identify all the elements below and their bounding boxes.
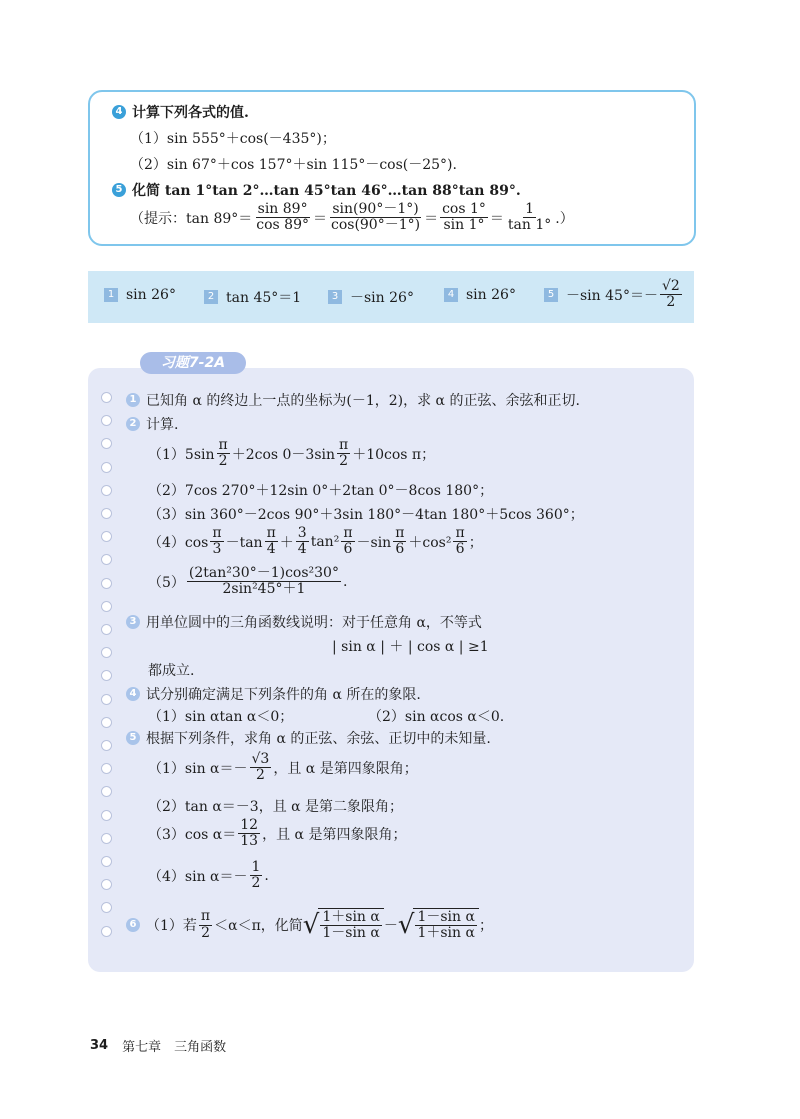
binder-hole — [101, 601, 112, 612]
answer-strip — [88, 271, 694, 323]
answer-1: 1 sin 26° — [104, 287, 176, 303]
binder-hole — [101, 810, 112, 821]
exercise-q2: 2 计算. — [126, 414, 178, 434]
exercise-q2-part5: （5） $\frac{\text{(2tan²30°－1)cos²30°}}{\text{2sin²45°＋1}}$ . — [148, 565, 348, 598]
hint-fraction-3: $\frac{\cos 1^\circ}{\sin 1^\circ}$ — [442, 201, 486, 234]
exercise-tab-label: 习题7-2A — [140, 352, 246, 374]
binder-hole — [101, 508, 112, 519]
hint-fraction-2: $\frac{\sin(90^\circ-1^\circ)}{\cos(90^\circ-1^\circ)}$ — [330, 201, 421, 234]
exercise-q4-part1: （1）sin αtan α＜0； — [148, 709, 294, 725]
binder-hole — [101, 833, 112, 844]
binder-hole — [101, 485, 112, 496]
binder-hole — [101, 926, 112, 937]
exercise-q1: 1 已知角 α 的终边上一点的坐标为(－1，2)，求 α 的正弦、余弦和正切. — [126, 390, 580, 410]
exercise-q3-end: 都成立. — [148, 663, 195, 679]
exercise-q2-part4: （4）cos $\frac{\pi}{3}$ －tan $\frac{\pi}{4}$ ＋ $\frac{3}{4}$ tan² $\frac{\pi}{6}$ －sin $\frac{\pi}{6}$ ＋cos² $\frac{\pi}{6}$ ； — [148, 525, 483, 558]
practice-q4-part1: （1）sin 555°＋cos(－435°)； — [130, 131, 336, 147]
radical-2: √ $\frac{\text{1－sin α}}{\text{1＋sin α}}$ — [398, 908, 479, 942]
hint-fraction-4: $\frac{1}{\tan 1^\circ}$ — [507, 201, 552, 234]
exercise-q2-part3: （3）sin 360°－2cos 90°＋3sin 180°－4tan 180°＋5cos 360°； — [148, 507, 584, 523]
exercise-q5-part4: （4）sin α＝－ $\frac{1}{2}$ . — [148, 859, 269, 892]
page-footer — [90, 1036, 226, 1055]
exercise-q4: 4 试分别确定满足下列条件的角 α 所在的象限. — [126, 684, 421, 704]
answer-2: 2 tan 45°＝1 — [204, 287, 301, 307]
hint-fraction-1: $\frac{\sin 89^\circ}{\cos 89^\circ}$ — [256, 201, 309, 234]
exercise-q5-part3: （3）cos α＝ $\frac{12}{13}$ ，且 α 是第四象限角； — [148, 817, 407, 850]
exercise-q2-part2: （2）7cos 270°＋12sin 0°＋2tan 0°－8cos 180°； — [148, 483, 494, 499]
binder-hole — [101, 717, 112, 728]
q5-badge: 5 — [112, 183, 126, 197]
binder-hole — [101, 694, 112, 705]
binder-hole — [101, 856, 112, 867]
exercise-q4-part2: （2）sin αcos α＜0. — [368, 709, 505, 725]
binder-hole — [101, 740, 112, 751]
exercise-q3: 3 用单位圆中的三角函数线说明：对于任意角 α，不等式 — [126, 612, 482, 632]
practice-q4-part2: （2）sin 67°＋cos 157°＋sin 115°－cos(－25°). — [130, 157, 457, 173]
binder-hole — [101, 624, 112, 635]
binder-hole — [101, 462, 112, 473]
chapter-title: 第七章 三角函数 — [122, 1040, 227, 1055]
answer-3: 3 －sin 26° — [328, 287, 414, 307]
practice-q4-title: 4 计算下列各式的值. — [112, 102, 249, 122]
page-number: 34 — [90, 1038, 109, 1053]
answer-4: 4 sin 26° — [444, 287, 516, 303]
binder-hole — [101, 578, 112, 589]
practice-q5-title: 5 化简 tan 1°tan 2°…tan 45°tan 46°…tan 88°tan 89°. — [112, 180, 521, 200]
practice-q5-hint: （提示：tan 89°＝ $\frac{\sin 89^\circ}{\cos 89^\circ}$ ＝ $\frac{\sin(90^\circ-1^\circ)}{\cos(90^\circ-1^\circ)}$ ＝ $\frac{\cos 1^\circ}{\sin 1^\circ}$ ＝ $\frac{1}{\tan 1^\circ}$ .） — [130, 201, 574, 234]
radical-1: √ $\frac{\text{1＋sin α}}{\text{1－sin α}}$ — [303, 908, 384, 942]
q4-badge: 4 — [112, 105, 126, 119]
exercise-q2-part1: （1）5sin $\frac{\pi}{2}$ ＋2cos 0－3sin $\frac{\pi}{2}$ ＋10cos π； — [148, 437, 436, 470]
binder-hole — [101, 392, 112, 403]
exercise-q3-inequality: | sin α | ＋ | cos α | ≥1 — [332, 639, 489, 655]
exercise-q5-part2: （2）tan α＝－3，且 α 是第二象限角； — [148, 799, 404, 815]
answer-5: 5 －sin 45°＝－ $\frac{√2}{2}$ — [544, 279, 684, 311]
exercise-q6: 6 （1）若 $\frac{\pi}{2}$ ＜α＜π，化简 √ $\frac{\text{1＋sin α}}{\text{1－sin α}}$ － √ $\frac{\text{1－sin α}}{\text{1＋sin α}}$ ； — [126, 908, 493, 942]
exercise-q5: 5 根据下列条件，求角 α 的正弦、余弦、正切中的未知量. — [126, 728, 491, 748]
exercise-q5-part1: （1）sin α＝－ $\frac{√3}{2}$ ，且 α 是第四象限角； — [148, 751, 418, 784]
